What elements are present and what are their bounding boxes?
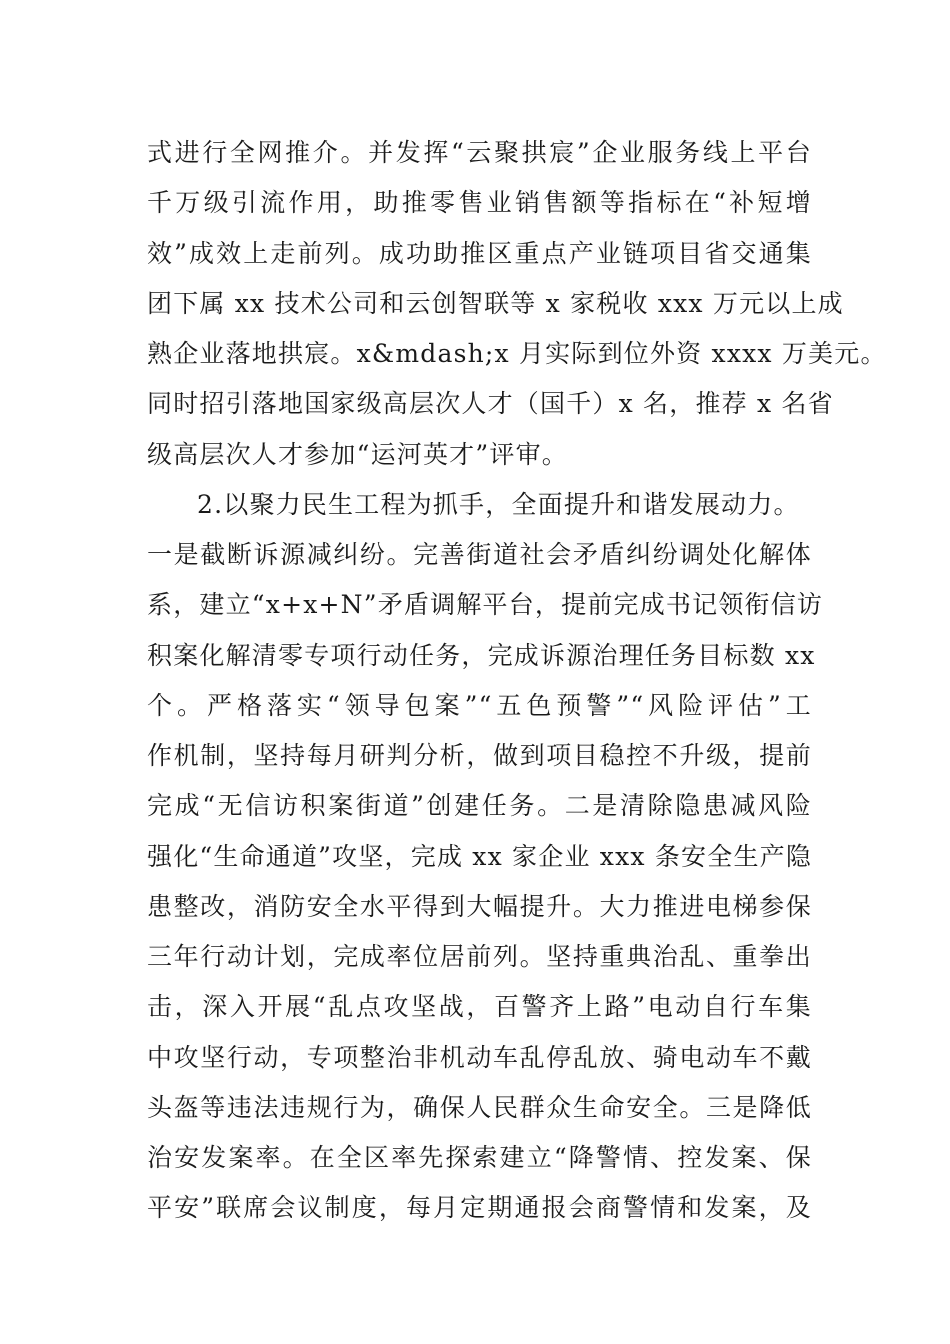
text-line: 平安”联席会议制度，每月定期通报会商警情和发案，及 [147,1193,812,1223]
text-line: 三年行动计划，完成率位居前列。坚持重典治乱、重拳出 [147,942,812,971]
text-line: 式进行全网推介。并发挥“云聚拱宸”企业服务线上平台 [147,138,812,167]
text-line: 一是截断诉源减纠纷。完善街道社会矛盾纠纷调处化解体 [147,540,812,569]
text-line: 同时招引落地国家级高层次人才（国千）x 名，推荐 x 名省 [147,389,834,419]
text-line: 系，建立“x+x+N”矛盾调解平台，提前完成书记领衔信访 [147,590,824,620]
text-line: 中攻坚行动，专项整治非机动车乱停乱放、骑电动车不戴 [147,1042,812,1072]
text-line: 患整改，消防安全水平得到大幅提升。大力推进电梯参保 [147,891,812,921]
text-line: 完成“无信访积案街道”创建任务。二是清除隐患减风险 [147,791,812,821]
body-text [147,128,887,1234]
text-line: 积案化解清零专项行动任务，完成诉源治理任务目标数 xx [147,640,816,670]
text-line: 治安发案率。在全区率先探索建立“降警情、控发案、保 [147,1143,812,1172]
text-line: 千万级引流作用，助推零售业销售额等指标在“补短增 [147,188,812,218]
text-line: 作机制，坚持每月研判分析，做到项目稳控不升级，提前 [147,741,812,770]
text-line: 头盔等违法违规行为，确保人民群众生命安全。三是降低 [147,1092,812,1122]
text-line: 效”成效上走前列。成功助推区重点产业链项目省交通集 [147,238,812,268]
section-heading-line: 2.以聚力民生工程为抓手，全面提升和谐发展动力。 [197,489,800,519]
text-line: 个。严格落实“领导包案”“五色预警”“风险评估”工 [147,690,812,720]
text-line: 强化“生命通道”攻坚，完成 xx 家企业 xxx 条安全生产隐 [147,841,813,871]
text-line: 团下属 xx 技术公司和云创智联等 x 家税收 xxx 万元以上成 [147,288,844,318]
text-line: 级高层次人才参加“运河英才”评审。 [147,439,568,469]
text-line: 击，深入开展“乱点攻坚战，百警齐上路”电动自行车集 [147,992,812,1022]
text-line: 熟企业落地拱宸。x&mdash;x 月实际到位外资 xxxx 万美元。 [147,339,887,368]
